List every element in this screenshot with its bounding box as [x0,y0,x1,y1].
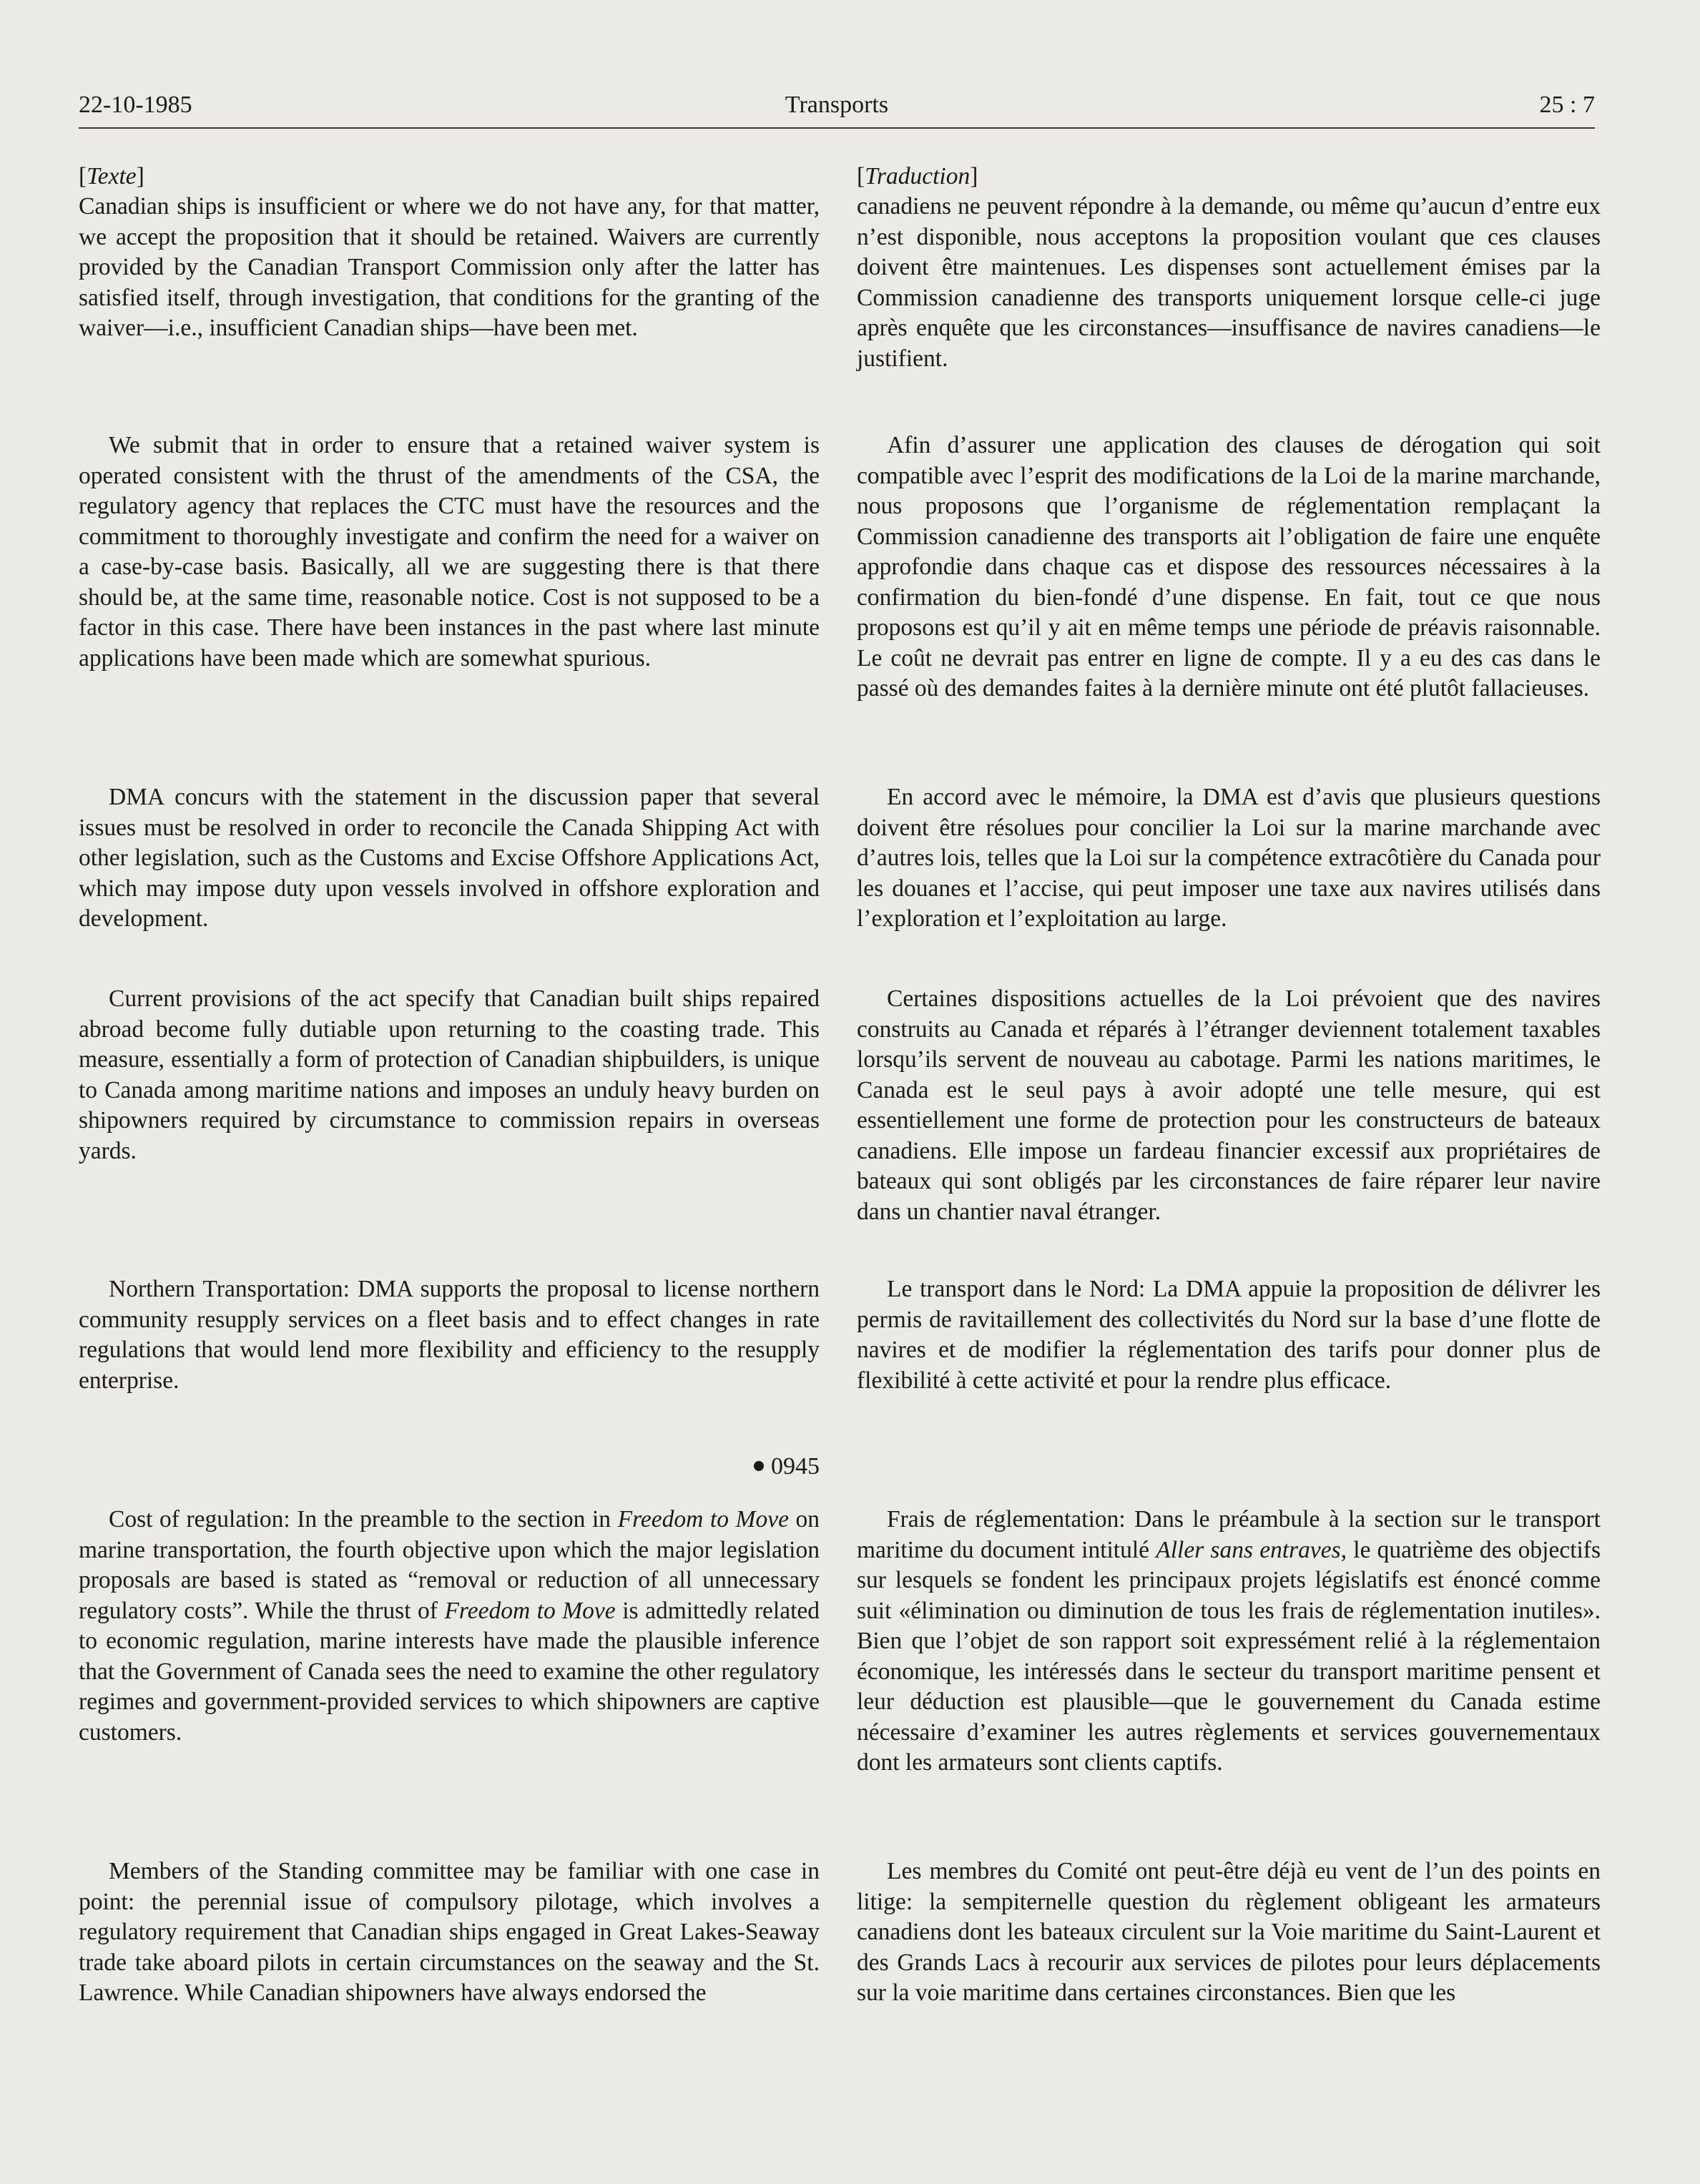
time-marker-text: 0945 [771,1453,820,1480]
french-label-text: Traduction [865,163,971,190]
english-paragraph-7: Members of the Standing committee may be familiar with one case in point: the perennial issue of compulsory pilotage, which involves a regulatory requirement that Canadian ships engaged in Great Lakes-Seaway trade take aboard pilots in certain circumstances on the seaway and the St. Lawrence. While Canadian shipowners have always endorsed the [79,1858,820,2006]
english-paragraph-5: Northern Transportation: DMA supports the proposal to license northern community resupply services on a fleet basis and to effect changes in rate regulations that would lend more flexibility and efficiency to the resupply enterprise. [79,1276,820,1394]
time-marker [677,1452,820,1482]
header-page-number: 25 : 7 [1539,92,1595,118]
english-paragraph-1: Canadian ships is insufficient or where we do not have any, for that matter, we accept the proposition that it should be retained. Waivers are currently provided by the Canadian Transport Commission only after the latter has satisfied itself, through investigation, that conditions for the granting of the waiver—i.e., insufficient Canadian ships—have been met. [79,193,820,341]
english-paragraph-2: We submit that in order to ensure that a retained waiver system is operated consistent with the thrust of the amendments of the CSA, the regulatory agency that replaces the CTC must have the resources and the commitment to thoroughly investigate and confirm the need for a waiver on a case-by-case basis. Basically, all we are suggesting there is that there should be, at the same time, reasonable notice. Cost is not supposed to be a factor in this case. There have been instances in the past where last minute applications have been made which are somewhat spurious. [79,432,820,672]
french-paragraph-7: Les membres du Comité ont peut-être déjà eu vent de l’un des points en litige: la sempiternelle question du règlement obligeant les armateurs canadiens dont les bateaux circulent sur la Voie maritime du Saint-Laurent et des Grands Lacs à recourir aux services de pilotes pour leurs déplacements sur la voie maritime dans certaines circonstances. Bien que les [857,1858,1601,2006]
header-title: Transports [785,92,889,118]
french-paragraph-5: Le transport dans le Nord: La DMA appuie la proposition de délivrer les permis de ravitaillement des collectivités du Nord sur la base d’une flotte de navires et de modifier la réglementation des tarifs pour donner plus de flexibilité à cette activité et pour la rendre plus efficace. [857,1276,1601,1394]
french-p6-text-a: Frais de réglementation: Dans le préambule à la section sur le transport maritime du document intitulé [857,1506,1601,1563]
bullet-icon [754,1461,764,1471]
french-paragraph-6 [857,1505,1601,1779]
english-p6-title-a: Freedom to Move [617,1506,789,1533]
english-p6-text-c: is admittedly related to economic regulation, marine interests have made the plausible inference that the Government of Canada sees the need to examine the other regulatory regimes and government-provided services to which shipowners are captive customers. [79,1597,820,1746]
english-p6-text-b: on marine transportation, the fourth objective upon which the major legislation proposals are based is stated as “removal or reduction of all unnecessary regulatory costs”. While the thrust of [79,1506,820,1624]
french-label: [Traduction] [857,163,978,190]
french-paragraph-2: Afin d’assurer une application des clauses de dérogation qui soit compatible avec l’esprit des modifications de la Loi de la marine marchande, nous proposons que l’organisme de réglementation remplaçant la Commission canadienne des transports ait l’obligation de faire une enquête approfondie dans chaque cas et dispose des ressources nécessaires à la confirmation du bien-fondé d’une dispense. En fait, tout ce que nous proposons est qu’il y ait en même temps une période de préavis raisonnable. Le coût ne devrait pas entrer en ligne de compte. Il y a eu des cas dans le passé où des demandes faites à la dernière minute ont été plutôt fallacieuses. [857,432,1601,702]
english-p6-title-b: Freedom to Move [444,1597,616,1624]
english-paragraph-6 [79,1505,820,1748]
english-label-text: Texte [87,163,137,190]
french-paragraph-1: canadiens ne peuvent répondre à la demande, ou même qu’aucun d’entre eux n’est disponible, nous acceptons la proposition voulant que ces clauses doivent être maintenues. Les dispenses sont actuellement émises par la Commission canadienne des transports uniquement lorsque celle-ci juge après enquête que les circonstances—insuffisance de navires canadiens—le justifient. [857,193,1601,372]
english-paragraph-4: Current provisions of the act specify that Canadian built ships repaired abroad become fully dutiable upon returning to the coasting trade. This measure, essentially a form of protection of Canadian shipbuilders, is unique to Canada among maritime nations and imposes an unduly heavy burden on shipowners required by circumstance to commission repairs in overseas yards. [79,985,820,1164]
page-header [79,87,1595,129]
french-p6-text-b: , le quatrième des objectifs sur lesquels se fondent les principaux projets législatifs est énoncé comme suit «élimination ou diminution de tous les frais de réglementation inutiles». Bien que l’objet de son rapport soit expressément relié à la réglementaion économique, les intéressés dans le secteur du transport maritime pensent et leur déduction est plausible—que le gouvernement du Canada estime nécessaire d’examiner les autres règlements et services gouvernementaux dont les armateurs sont clients captifs. [857,1536,1601,1776]
english-paragraph-3: DMA concurs with the statement in the discussion paper that several issues must be resolved in order to reconcile the Canada Shipping Act with other legislation, such as the Customs and Excise Offshore Applications Act, which may impose duty upon vessels involved in offshore exploration and development. [79,784,820,932]
french-paragraph-4: Certaines dispositions actuelles de la Loi prévoient que des navires construits au Canada et réparés à l’étranger deviennent totalement taxables lorsqu’ils servent de nouveau au cabotage. Parmi les nations maritimes, le Canada est le seul pays à avoir adopté une telle mesure, qui est essentiellement une forme de protection pour les constructeurs de bateaux canadiens. Elle impose un fardeau financier excessif aux propriétaires de bateaux qui sont obligés par les circonstances de faire réparer leur navire dans un chantier naval étranger. [857,985,1601,1225]
english-p6-text-a: Cost of regulation: In the preamble to the section in [109,1506,618,1533]
header-date: 22-10-1985 [79,92,192,118]
english-label: [Texte] [79,163,144,190]
french-p6-title: Aller sans entraves [1156,1536,1341,1563]
french-paragraph-3: En accord avec le mémoire, la DMA est d’avis que plusieurs questions doivent être résolues pour concilier la Loi sur la marine marchande avec d’autres lois, telles que la Loi sur la compétence extracôtière du Canada pour les douanes et l’accise, qui peut imposer une taxe aux navires utilisés dans l’exploration et l’exploitation au large. [857,784,1601,932]
